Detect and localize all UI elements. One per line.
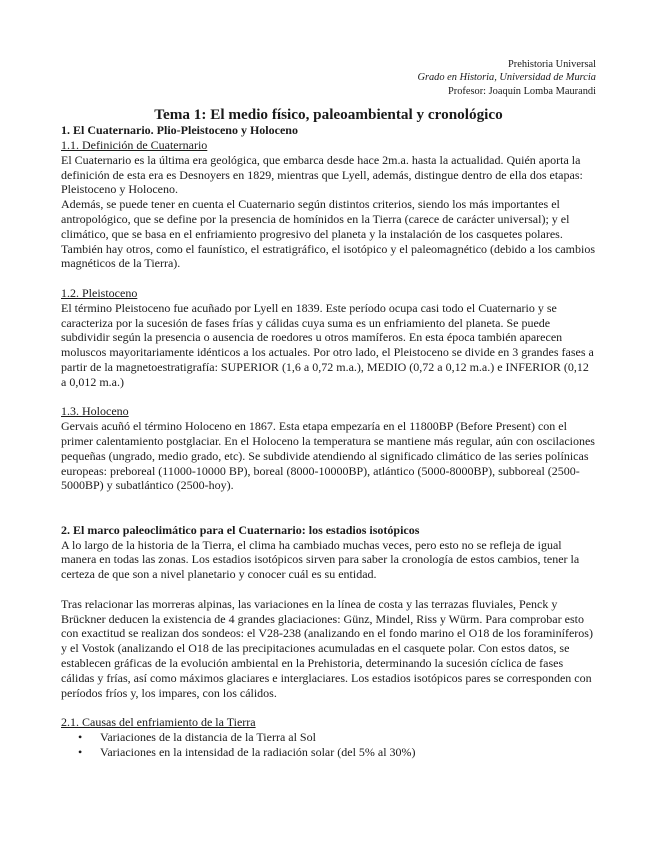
causes-list (61, 730, 596, 760)
section-1-3-paragraph-1: Gervais acuñó el término Holoceno en 1867. Esta etapa empezaría en el 11800BP (Before Present) con el primer calentamiento postglaciar. En el Holoceno la temperatura se mantiene más regular, aún con oscilaciones pequeñas (ungrado, medio grado, etc). Se subdivide atendiendo al significado climático de las series polínicas europeas: preboreal (11000-10000 BP), boreal (8000-10000BP), atlántico (5000-8000BP), subboreal (2500-5000BP) y subatlántico (2500-hoy). (61, 419, 595, 493)
section-2-paragraph-2: Tras relacionar las morreras alpinas, las variaciones en la línea de costa y las terrazas fluviales, Penck y Brückner deducen la existencia de 4 grandes glaciaciones: Günz, Mindel, Riss y Würm. Para comprobar esto con exactitud se realizan dos sondeos: el V28-238 (analizando en el fondo marino el O18 de los foraminíferos) y el Vostok (analizando el O18 de las precipitaciones acumuladas en el casquete polar. Con estos datos, se establecen gráficas de la evolución ambiental en la Prehistoria, determinando la sucesión cíclica de fases cálidas y frías, así como máximos glaciares e interglaciares. Los estadios isotópicos pares se corresponden con períodos fríos y, los impares, con los cálidos. (61, 596, 593, 700)
section-2-heading: 2. El marco paleoclimático para el Cuaternario: los estadios isotópicos (61, 522, 420, 537)
section-1-1-paragraph-2: Además, se puede tener en cuenta el Cuaternario según distintos criterios, siendo los más importantes el antropológico, que se define por la presencia de homínidos en la Tierra (carece de carácter universal); y el climático, que se basa en el enfriamiento progresivo del planeta y la instalación de los casquetes polares. También hay otros, como el faunístico, el estratigráfico, el isotópico y el paleomagnético (debido a los cambios magnéticos de la Tierra). (61, 197, 595, 271)
list-item (61, 730, 596, 745)
bullet-icon: • (78, 744, 83, 759)
header-professor: Profesor: Joaquín Lomba Maurandi (447, 85, 596, 97)
spacer (61, 700, 596, 715)
header-degree: Grado en Historia, Universidad de Murcia (417, 72, 596, 84)
header-course: Prehistoria Universal (507, 59, 596, 70)
document-page (61, 58, 596, 759)
section-1-1-heading: 1.1. Definición de Cuaternario (61, 138, 208, 153)
document-header (61, 58, 596, 98)
section-1-1-paragraph-1: El Cuaternario es la última era geológica, que embarca desde hace 2m.a. hasta la actualidad. Quién aporta la definición de esta era es Desnoyers en 1829, mientras que Lyell, además, distingue dentro de ella dos etapas: Pleistoceno y Holoceno. (61, 152, 583, 197)
list-item-text: Variaciones de la distancia de la Tierra al Sol (100, 729, 316, 744)
section-1-3-heading: 1.3. Holoceno (61, 404, 129, 419)
spacer (61, 390, 596, 405)
section-2-1-heading: 2.1. Causas del enfriamiento de la Tierra (61, 715, 256, 730)
section-1-2-paragraph-1: El término Pleistoceno fue acuñado por Lyell en 1839. Este período ocupa casi todo el Cuaternario y se caracteriza por la sucesión de fases frías y cálidas cuya suma es un enfriamiento del planeta. Se puede subdividir según la presencia o ausencia de roedores u otros mamíferos. En esta época también aparecen moluscos mayoritariamente idénticos a los actuales. Por otro lado, el Pleistoceno se divide en 3 grandes fases a partir de la magnetoestratigrafía: SUPERIOR (1,6 a 0,72 m.a.), MEDIO (0,72 a 0,12 m.a.) e INFERIOR (0,12 a 0,012 m.a.) (61, 300, 594, 389)
spacer (61, 271, 596, 286)
page-title: Tema 1: El medio físico, paleoambiental y cronológico (154, 106, 503, 124)
bullet-icon: • (78, 729, 83, 744)
list-item-text: Variaciones en la intensidad de la radiación solar (del 5% al 30%) (100, 744, 416, 759)
list-item (61, 745, 596, 760)
section-1-2-heading: 1.2. Pleistoceno (61, 285, 138, 300)
section-1-heading: 1. El Cuaternario. Plio-Pleistoceno y Holoceno (61, 123, 298, 138)
section-2-paragraph-1: A lo largo de la historia de la Tierra, el clima ha cambiado muchas veces, pero esto no se refleja de igual manera en todas las zonas. Los estadios isotópicos sirven para saber la cronología de estos cambios, tener la certeza de que son a nivel planetario y conocer cuál es su entidad. (61, 537, 580, 582)
spacer (61, 582, 596, 597)
document-body (61, 123, 596, 759)
spacer (61, 493, 596, 523)
